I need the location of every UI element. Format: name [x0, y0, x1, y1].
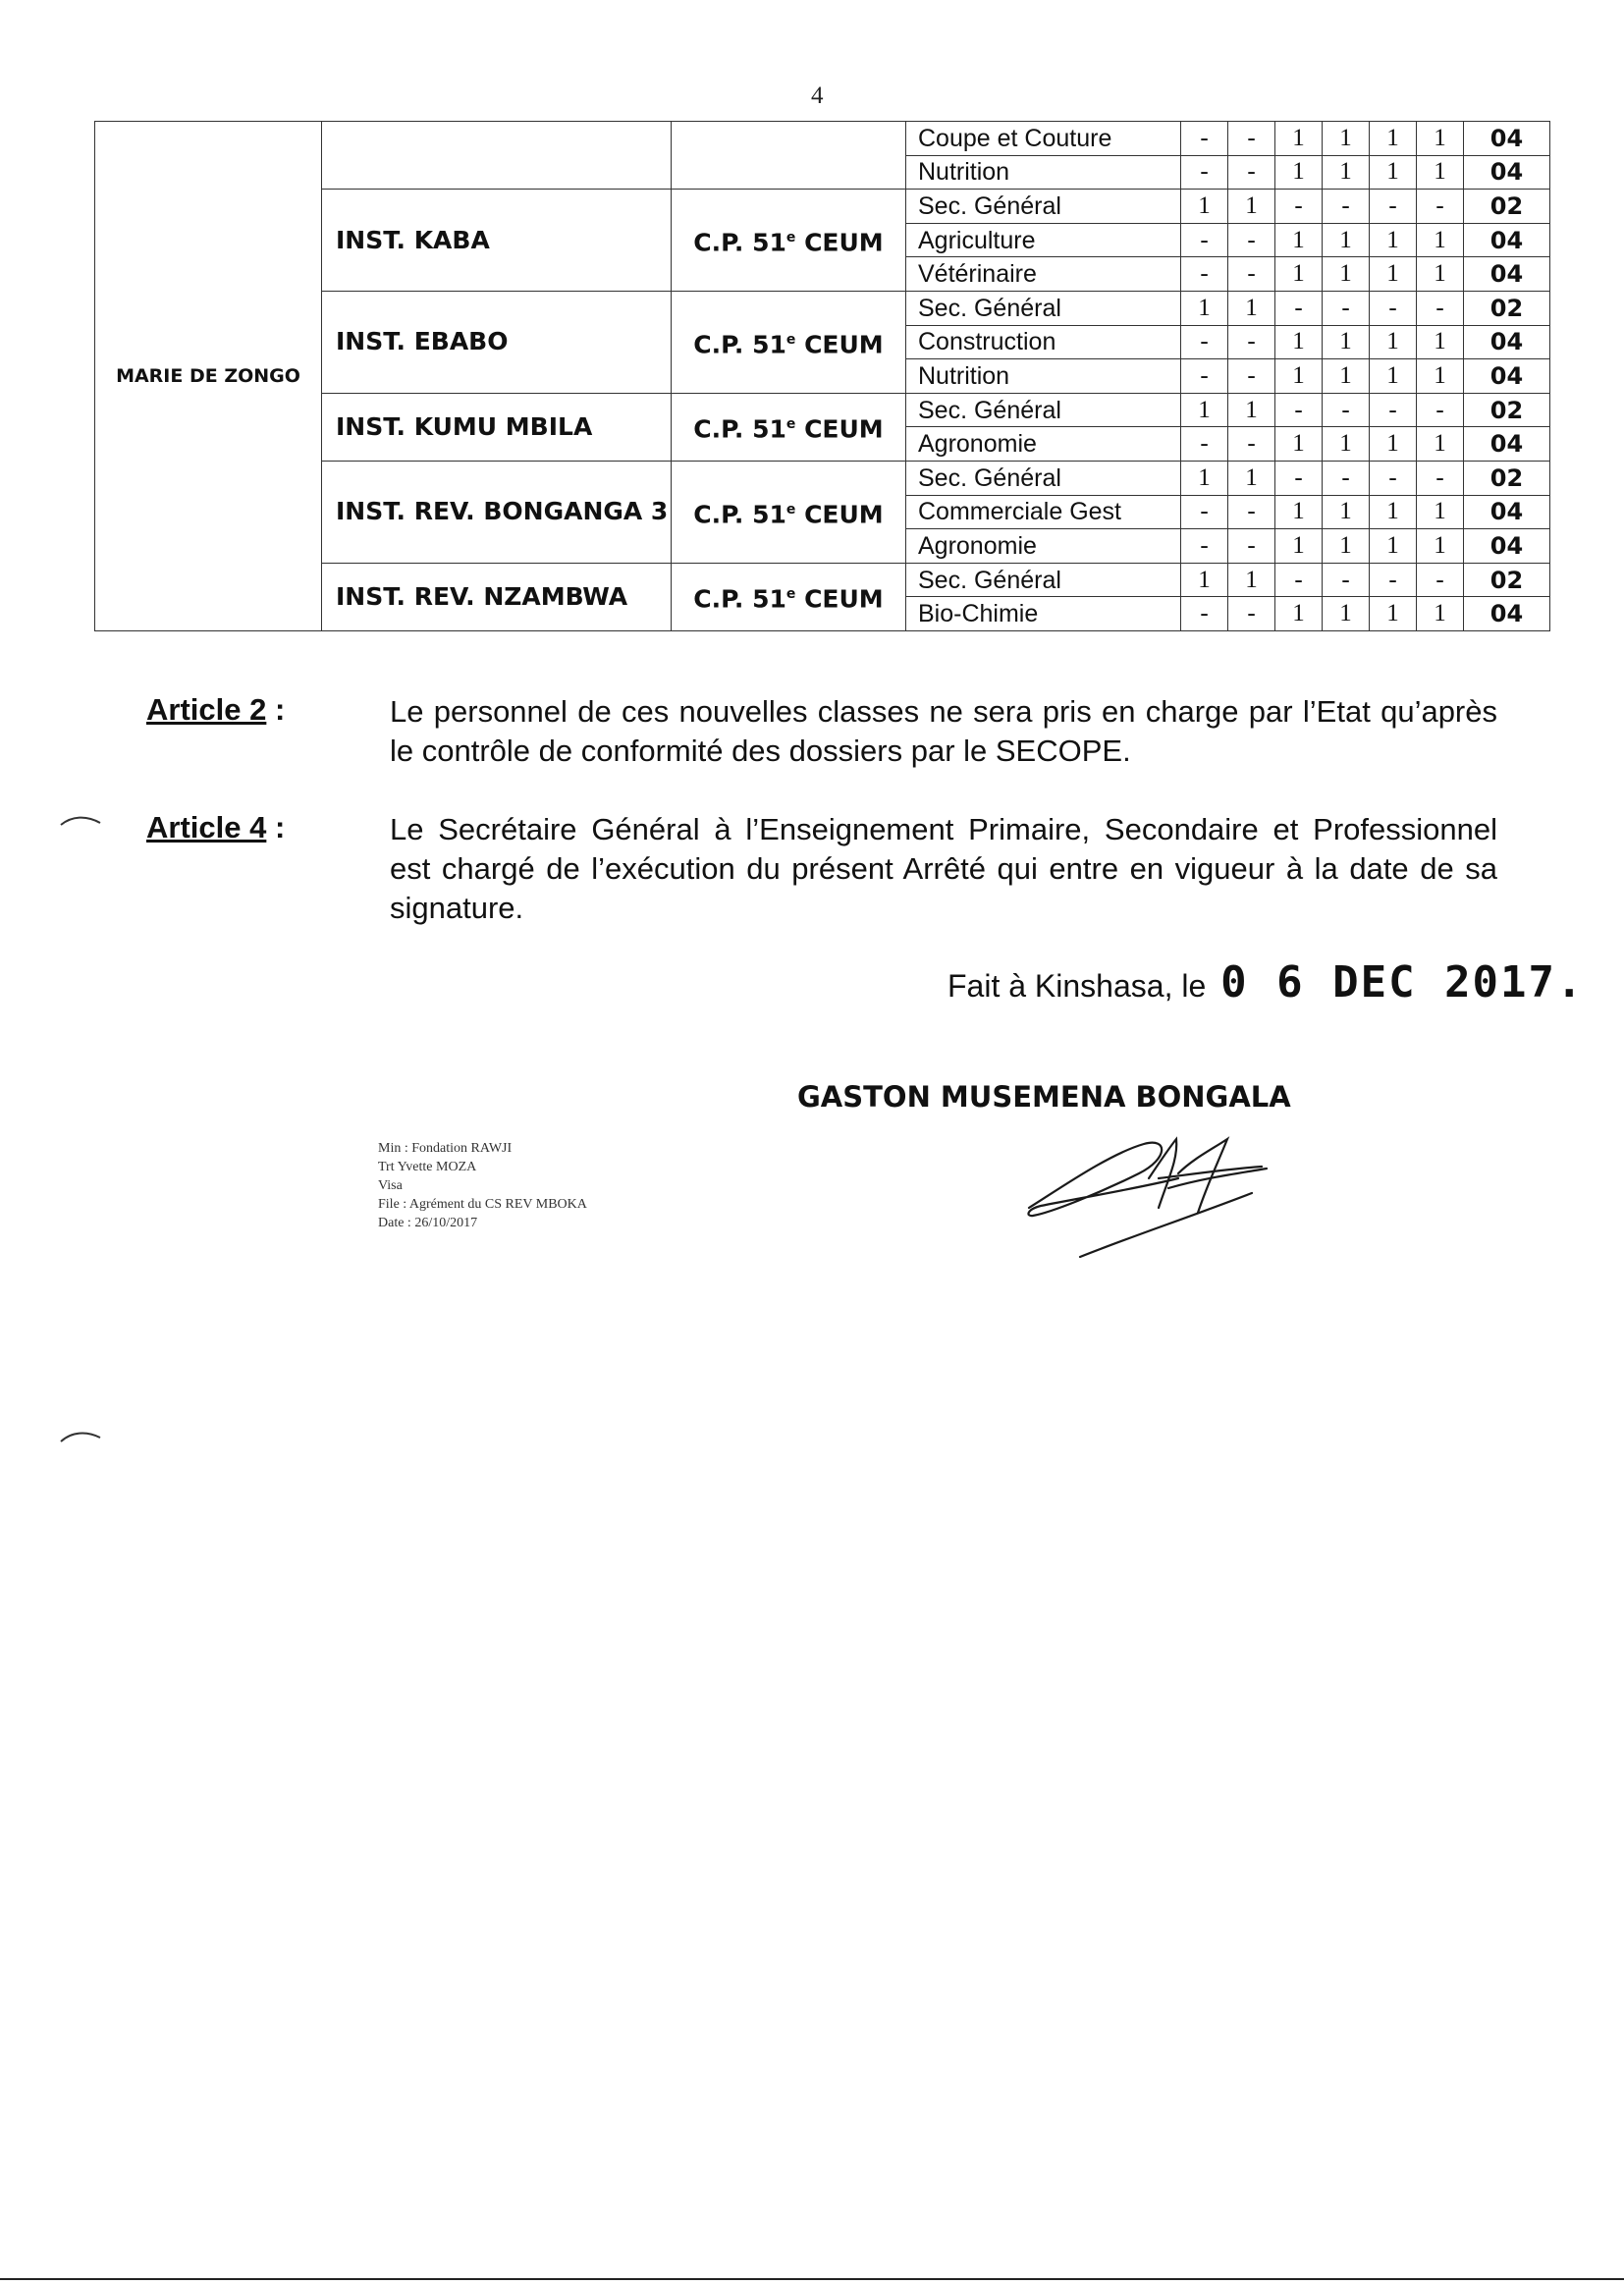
table-row [95, 122, 1550, 156]
class-count-cell: 1 [1275, 257, 1323, 292]
cp-cell: C.P. 51e CEUM [672, 291, 906, 393]
total-cell: 04 [1464, 155, 1550, 190]
total-cell: 02 [1464, 393, 1550, 427]
option-cell: Sec. Général [906, 393, 1181, 427]
class-count-cell: 1 [1370, 495, 1417, 529]
class-count-cell: - [1417, 291, 1464, 325]
class-count-cell: - [1228, 325, 1275, 359]
total-cell: 04 [1464, 257, 1550, 292]
cp-cell: C.P. 51e CEUM [672, 190, 906, 292]
class-count-cell: 1 [1275, 495, 1323, 529]
page-number: 4 [811, 82, 824, 109]
class-count-cell: 1 [1323, 122, 1370, 156]
class-count-cell: 1 [1323, 495, 1370, 529]
class-count-cell: - [1370, 190, 1417, 224]
option-cell: Agronomie [906, 427, 1181, 462]
class-count-cell: - [1370, 291, 1417, 325]
total-cell: 04 [1464, 223, 1550, 257]
class-count-cell: - [1228, 427, 1275, 462]
class-count-cell: - [1323, 393, 1370, 427]
class-count-cell: - [1323, 563, 1370, 597]
total-cell: 02 [1464, 190, 1550, 224]
class-count-cell: 1 [1370, 325, 1417, 359]
class-count-cell: 1 [1323, 529, 1370, 564]
total-cell: 04 [1464, 325, 1550, 359]
total-cell: 02 [1464, 563, 1550, 597]
class-count-cell: 1 [1370, 257, 1417, 292]
class-count-cell: - [1275, 393, 1323, 427]
date-stamp: 0 6 DEC 2017. [1220, 957, 1585, 1007]
class-count-cell: 1 [1370, 223, 1417, 257]
class-count-cell: - [1275, 563, 1323, 597]
class-count-cell: - [1228, 359, 1275, 394]
total-cell: 04 [1464, 359, 1550, 394]
class-count-cell: - [1370, 563, 1417, 597]
class-count-cell: 1 [1275, 427, 1323, 462]
cp-cell: C.P. 51e CEUM [672, 563, 906, 630]
class-count-cell: - [1228, 122, 1275, 156]
class-count-cell: 1 [1370, 122, 1417, 156]
class-count-cell: - [1275, 190, 1323, 224]
empty-school-cell [322, 122, 672, 190]
margin-mark [57, 1426, 106, 1445]
class-count-cell: 1 [1181, 393, 1228, 427]
school-name-cell: INST. KUMU MBILA [322, 393, 672, 461]
class-count-cell: 1 [1228, 291, 1275, 325]
option-cell: Coupe et Couture [906, 122, 1181, 156]
class-count-cell: - [1228, 597, 1275, 631]
class-count-cell: - [1417, 461, 1464, 495]
class-count-cell: 1 [1417, 155, 1464, 190]
class-count-cell: 1 [1417, 122, 1464, 156]
class-count-cell: - [1228, 155, 1275, 190]
cp-cell: C.P. 51e CEUM [672, 393, 906, 461]
class-count-cell: 1 [1417, 223, 1464, 257]
place-and-date [947, 957, 1585, 1007]
class-count-cell: 1 [1370, 529, 1417, 564]
article-4-label: Article 4 : [146, 810, 286, 844]
total-cell: 04 [1464, 495, 1550, 529]
class-count-cell: 1 [1370, 427, 1417, 462]
reference-line: Date : 26/10/2017 [378, 1216, 478, 1230]
class-count-cell: - [1181, 155, 1228, 190]
school-name-cell: INST. EBABO [322, 291, 672, 393]
option-cell: Commerciale Gest [906, 495, 1181, 529]
class-count-cell: - [1323, 461, 1370, 495]
article-2-label: Article 2 : [146, 692, 286, 727]
class-count-cell: 1 [1417, 359, 1464, 394]
school-name-cell: INST. REV. NZAMBWA [322, 563, 672, 630]
article-4-text: Le Secrétaire Général à l’Enseignement Primaire, Secondaire et Professionnel est chargé de l’exécution du présent Arrêté qui entre en vigueur à la date de sa signature. [390, 812, 1497, 925]
class-count-cell: - [1228, 223, 1275, 257]
class-count-cell: 1 [1417, 495, 1464, 529]
class-count-cell: 1 [1370, 155, 1417, 190]
class-count-cell: 1 [1275, 597, 1323, 631]
class-count-cell: - [1323, 190, 1370, 224]
class-count-cell: - [1181, 359, 1228, 394]
article-2-text: Le personnel de ces nouvelles classes ne sera pris en charge par l’Etat qu’après le contrôle de conformité des dossiers par le SECOPE. [390, 694, 1497, 768]
total-cell: 04 [1464, 529, 1550, 564]
class-count-cell: 1 [1275, 359, 1323, 394]
reference-line: Min : Fondation RAWJI [378, 1141, 513, 1156]
margin-mark [57, 811, 106, 831]
class-count-cell: 1 [1275, 223, 1323, 257]
class-count-cell: 1 [1417, 529, 1464, 564]
class-count-cell: 1 [1228, 190, 1275, 224]
school-name-cell: INST. KABA [322, 190, 672, 292]
option-cell: Bio-Chimie [906, 597, 1181, 631]
total-cell: 02 [1464, 461, 1550, 495]
class-count-cell: 1 [1181, 563, 1228, 597]
option-cell: Agriculture [906, 223, 1181, 257]
cp-cell: C.P. 51e CEUM [672, 461, 906, 563]
class-count-cell: - [1228, 495, 1275, 529]
class-count-cell: - [1370, 393, 1417, 427]
option-cell: Sec. Général [906, 291, 1181, 325]
class-count-cell: 1 [1323, 427, 1370, 462]
class-count-cell: 1 [1275, 325, 1323, 359]
empty-cp-cell [672, 122, 906, 190]
option-cell: Construction [906, 325, 1181, 359]
class-count-cell: 1 [1181, 291, 1228, 325]
bottom-edge-line [0, 2278, 1624, 2280]
total-cell: 04 [1464, 427, 1550, 462]
class-count-cell: - [1228, 529, 1275, 564]
school-options-table [94, 121, 1550, 631]
option-cell: Agronomie [906, 529, 1181, 564]
class-count-cell: 1 [1417, 257, 1464, 292]
class-count-cell: 1 [1323, 325, 1370, 359]
class-count-cell: - [1417, 393, 1464, 427]
class-count-cell: 1 [1228, 563, 1275, 597]
option-cell: Sec. Général [906, 190, 1181, 224]
class-count-cell: 1 [1228, 393, 1275, 427]
class-count-cell: - [1181, 529, 1228, 564]
class-count-cell: - [1181, 223, 1228, 257]
school-name-cell: INST. REV. BONGANGA 3 [322, 461, 672, 563]
option-cell: Sec. Général [906, 461, 1181, 495]
class-count-cell: 1 [1323, 223, 1370, 257]
option-cell: Vétérinaire [906, 257, 1181, 292]
class-count-cell: - [1417, 190, 1464, 224]
option-cell: Nutrition [906, 155, 1181, 190]
class-count-cell: 1 [1181, 461, 1228, 495]
reference-line: Visa [378, 1178, 403, 1193]
class-count-cell: 1 [1417, 427, 1464, 462]
class-count-cell: - [1181, 122, 1228, 156]
class-count-cell: - [1275, 291, 1323, 325]
class-count-cell: 1 [1275, 529, 1323, 564]
reference-line: File : Agrément du CS REV MBOKA [378, 1197, 587, 1212]
class-count-cell: - [1228, 257, 1275, 292]
class-count-cell: - [1370, 461, 1417, 495]
class-count-cell: 1 [1370, 359, 1417, 394]
class-count-cell: - [1275, 461, 1323, 495]
total-cell: 04 [1464, 597, 1550, 631]
class-count-cell: 1 [1417, 325, 1464, 359]
class-count-cell: - [1181, 597, 1228, 631]
total-cell: 02 [1464, 291, 1550, 325]
option-cell: Sec. Général [906, 563, 1181, 597]
signer-name: GASTON MUSEMENA BONGALA [797, 1080, 1291, 1114]
class-count-cell: 1 [1370, 597, 1417, 631]
reference-block [378, 1139, 587, 1232]
total-cell: 04 [1464, 122, 1550, 156]
class-count-cell: 1 [1417, 597, 1464, 631]
class-count-cell: 1 [1275, 155, 1323, 190]
class-count-cell: - [1323, 291, 1370, 325]
class-count-cell: 1 [1323, 155, 1370, 190]
class-count-cell: 1 [1228, 461, 1275, 495]
class-count-cell: 1 [1275, 122, 1323, 156]
class-count-cell: 1 [1323, 359, 1370, 394]
class-count-cell: - [1181, 427, 1228, 462]
reference-line: Trt Yvette MOZA [378, 1160, 477, 1174]
class-count-cell: 1 [1181, 190, 1228, 224]
class-count-cell: - [1181, 325, 1228, 359]
class-count-cell: 1 [1323, 257, 1370, 292]
option-cell: Nutrition [906, 359, 1181, 394]
place-text: Fait à Kinshasa, le [947, 968, 1216, 1004]
class-count-cell: - [1181, 257, 1228, 292]
handwritten-signature [1021, 1119, 1316, 1267]
class-count-cell: - [1417, 563, 1464, 597]
class-count-cell: - [1181, 495, 1228, 529]
class-count-cell: 1 [1323, 597, 1370, 631]
region-cell: MARIE DE ZONGO [95, 122, 322, 631]
